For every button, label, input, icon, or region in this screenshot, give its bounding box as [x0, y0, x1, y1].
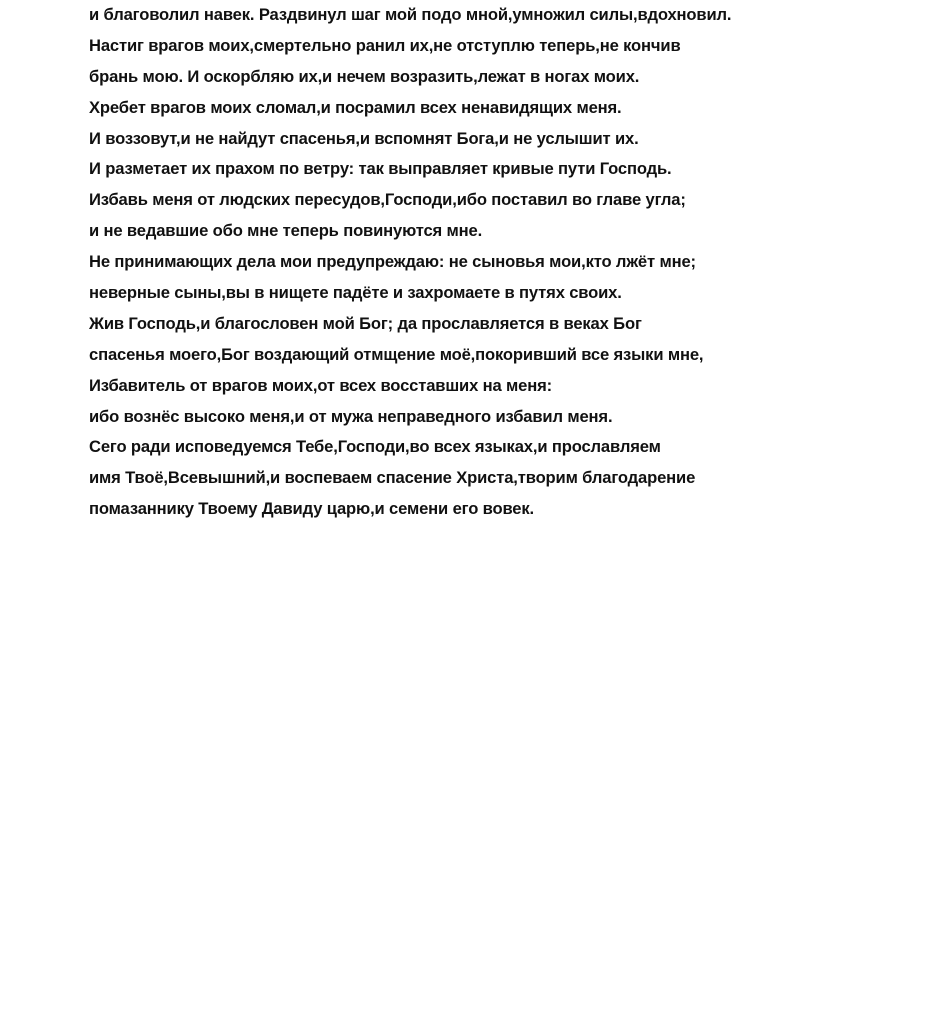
text-line-7: Избавь меня от людских пересудов,Господи,ибо поставил во главе угла; [89, 190, 686, 210]
text-line-15: Сего ради исповедуемся Тебе,Господи,во всех языках,и прославляем [89, 437, 661, 457]
text-line-5: И воззовут,и не найдут спасенья,и вспомнят Бога,и не услышит их. [89, 128, 639, 148]
text-line-13: Избавитель от врагов моих,от всех восставших на меня: [89, 375, 553, 395]
text-line-17: помазаннику Твоему Давиду царю,и семени его вовек. [89, 499, 534, 519]
text-line-10: неверные сыны,вы в нищете падёте и захромаете в путях своих. [89, 283, 622, 303]
text-line-9: Не принимающих дела мои предупреждаю: не сыновья мои,кто лжёт мне; [89, 252, 696, 272]
text-line-14: ибо вознёс высоко меня,и от мужа неправедного избавил меня. [89, 406, 613, 426]
text-line-16: имя Твоё,Всевышний,и воспеваем спасение Христа,творим благодарение [89, 468, 696, 488]
text-line-1: и благоволил навек. Раздвинул шаг мой подо мной,умножил силы,вдохновил. [89, 5, 732, 24]
text-line-2: Настиг врагов моих,смертельно ранил их,не отступлю теперь,не кончив [89, 35, 681, 55]
poem-text-block [89, 0, 919, 525]
text-line-3: брань мою. И оскорбляю их,и нечем возразить,лежат в ногах моих. [89, 66, 640, 86]
text-line-11: Жив Господь,и благословен мой Бог; да прославляется в веках Бог [89, 313, 642, 333]
text-line-8: и не ведавшие обо мне теперь повинуются мне. [89, 221, 483, 241]
text-line-4: Хребет врагов моих сломал,и посрамил всех ненавидящих меня. [89, 97, 622, 117]
text-line-6: И разметает их прахом по ветру: так выправляет кривые пути Господь. [89, 159, 672, 179]
text-line-12: спасенья моего,Бог воздающий отмщение моё,покоривший все языки мне, [89, 344, 704, 364]
